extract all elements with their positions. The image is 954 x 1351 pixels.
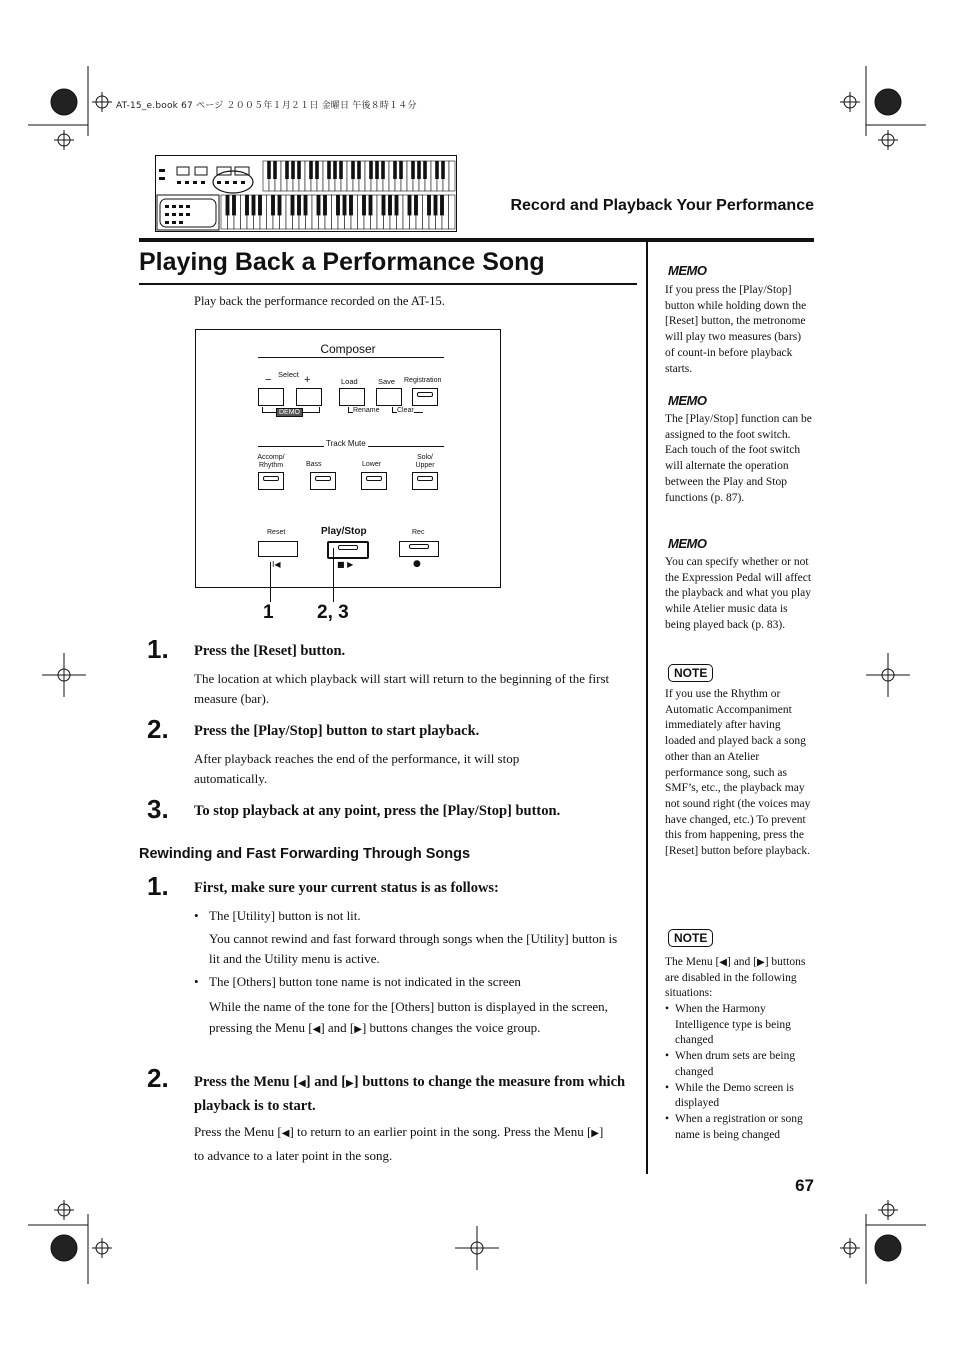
white-key (449, 195, 456, 229)
menu-left-icon: ◀ (281, 1128, 290, 1139)
select-minus-label: − (265, 374, 272, 386)
black-key (315, 161, 319, 179)
step-1-number: 1. (147, 634, 169, 664)
black-key (245, 195, 249, 215)
black-key (309, 161, 313, 179)
white-key (449, 161, 455, 191)
black-key (232, 195, 236, 215)
black-key (357, 161, 361, 179)
header-rule (139, 238, 814, 242)
rename-label: Rename (353, 407, 380, 414)
black-key (323, 195, 327, 215)
play-stop-label: Play/Stop (321, 526, 367, 537)
callout-2-3: 2, 3 (317, 602, 349, 623)
memo-3-text: You can specify whether or not the Expression Pedal will affect the playback and what you play while Atelier music data is being played back (p. 83). (665, 556, 812, 631)
rewind-step-1-number: 1. (147, 871, 169, 901)
memo-1-text: If you press the [Play/Stop] button while holding down the [Reset] button, the metronome will play two measures (bars) of count-in before playback starts. (665, 284, 807, 375)
registration-label: Registration (404, 377, 442, 384)
intro-text: Play back the performance recorded on the AT-15. (194, 294, 445, 308)
reset-symbol-icon: I◀ (272, 560, 281, 569)
black-key (411, 161, 415, 179)
step-1-body: The location at which playback will start will return to the beginning of the first measure (bar). (194, 671, 610, 706)
lower-mute-button[interactable] (361, 472, 387, 490)
registration-led-icon (417, 392, 433, 397)
reset-button[interactable] (258, 541, 298, 557)
rewind-step-2-number: 2. (147, 1063, 169, 1093)
black-key (291, 195, 295, 215)
select-plus-button[interactable] (296, 388, 322, 406)
panel-title: Composer (320, 342, 376, 356)
note-2-list (665, 1002, 813, 1143)
panel-title-rule (258, 357, 444, 358)
save-label: Save (378, 377, 396, 386)
bass-label: Bass (306, 461, 322, 468)
black-key (273, 161, 277, 179)
rec-button[interactable] (399, 541, 439, 557)
bullet-utility-body: You cannot rewind and fast forward through songs when the [Utility] button is lit and the Utility menu is active. (209, 931, 618, 966)
rec-symbol-icon: ● (413, 559, 421, 569)
black-key (393, 161, 397, 179)
page-title: Playing Back a Performance Song (139, 248, 545, 276)
menu-left-icon: ◀ (312, 1024, 321, 1035)
note-icon: NOTE (668, 664, 713, 682)
memo-icon: MEMO (668, 536, 707, 551)
bullet-utility: The [Utility] button is not lit. (209, 908, 361, 923)
black-key (408, 195, 412, 215)
reset-label: Reset (267, 529, 286, 536)
black-key (278, 195, 282, 215)
rewind-step-2-heading: Press the Menu [◀] and [▶] buttons to change the measure from which playback is to start. (194, 1074, 626, 1114)
column-divider (646, 242, 648, 1174)
solo-mute-button[interactable] (412, 472, 438, 490)
title-rule (139, 283, 637, 285)
note-icon: NOTE (668, 929, 713, 947)
rewind-section-heading: Rewinding and Fast Forwarding Through Songs (139, 846, 471, 862)
rewind-step-1-heading: First, make sure your current status is as follows: (194, 880, 499, 896)
note-1-text: If you use the Rhythm or Automatic Accompaniment immediately after having loaded and played back a song other than an Atelier performance song, such as SMF’s, etc., the playback may not sound right (the voices may have changed, etc.) To prevent this from happening, press the [Reset] button before playback. (665, 688, 811, 858)
step-3-number: 3. (147, 794, 169, 824)
solo-label: Solo/ Upper (415, 454, 435, 469)
bullet-others-body: While the name of the tone for the [Others] button is displayed in the screen, pressing the Menu [◀] and [▶] buttons changes the voice group. (209, 999, 608, 1035)
black-key (258, 195, 262, 215)
black-key (381, 161, 385, 179)
black-key (226, 195, 230, 215)
save-button[interactable] (376, 388, 402, 406)
black-key (395, 195, 399, 215)
callout-line-1 (270, 562, 271, 602)
black-key (343, 195, 347, 215)
black-key (417, 161, 421, 179)
registration-button[interactable] (412, 388, 438, 406)
black-key (317, 195, 321, 215)
rec-label: Rec (412, 529, 425, 536)
load-button[interactable] (339, 388, 365, 406)
note-2-text: The Menu [◀] and [▶] buttons are disabled in the following situations: (665, 956, 806, 1000)
rewind-step-2-body: Press the Menu [◀] to return to an earlier point in the song. Press the Menu [▶] to advance to a later point in the song. (194, 1124, 604, 1163)
black-key (267, 161, 271, 179)
select-minus-button[interactable] (258, 388, 284, 406)
black-key (375, 161, 379, 179)
accomp-label: Accomp/ Rhythm (257, 454, 285, 469)
list-item: • When drum sets are being changed (665, 1050, 796, 1078)
bullet-marker-1: • (194, 908, 199, 923)
demo-label: DEMO (276, 408, 303, 417)
clear-label: Clear (397, 407, 414, 414)
black-key (271, 195, 275, 215)
black-key (362, 195, 366, 215)
menu-right-icon: ▶ (591, 1128, 599, 1139)
step-2-body: After playback reaches the end of the performance, it will stop automatically. (194, 751, 520, 786)
list-item: • When a registration or song name is being changed (665, 1112, 803, 1141)
bass-mute-button[interactable] (310, 472, 336, 490)
black-key (382, 195, 386, 215)
black-key (388, 195, 392, 215)
step-1-heading: Press the [Reset] button. (194, 643, 346, 659)
callout-line-2 (333, 548, 334, 602)
black-key (252, 195, 256, 215)
black-key (291, 161, 295, 179)
select-plus-label: + (304, 374, 311, 386)
page-number: 67 (795, 1176, 814, 1195)
black-key (427, 195, 431, 215)
black-key (349, 195, 353, 215)
black-key (369, 195, 373, 215)
memo-2-text: The [Play/Stop] function can be assigned to the foot switch. Each touch of the foot switch will alternate the operation between the Play and Stop functions (p. 87). (665, 413, 812, 504)
callout-1: 1 (263, 602, 274, 623)
load-label: Load (341, 377, 358, 386)
lower-label: Lower (362, 461, 382, 468)
list-item: • When the Harmony Intelligence type is being changed (665, 1003, 791, 1047)
step-3-heading: To stop playback at any point, press the [Play/Stop] button. (194, 803, 561, 819)
black-key (351, 161, 355, 179)
menu-right-icon: ▶ (757, 957, 765, 968)
bullet-others: The [Others] button tone name is not indicated in the screen (209, 974, 521, 989)
black-key (336, 195, 340, 215)
file-meta-line: AT-15_e.book 67 ページ ２００５年１月２１日 金曜日 午後８時１４分 (116, 101, 417, 111)
memo-icon: MEMO (668, 263, 707, 278)
black-key (339, 161, 343, 179)
bullet-marker-2: • (194, 974, 199, 989)
menu-right-icon: ▶ (354, 1024, 362, 1035)
accomp-mute-button[interactable] (258, 472, 284, 490)
black-key (327, 161, 331, 179)
black-key (399, 161, 403, 179)
composer-panel-diagram (195, 329, 501, 588)
menu-left-icon: ◀ (298, 1078, 306, 1089)
black-key (441, 161, 445, 179)
track-mute-label: Track Mute (326, 439, 366, 448)
black-key (297, 195, 301, 215)
black-key (297, 161, 301, 179)
memo-icon: MEMO (668, 393, 707, 408)
step-2-heading: Press the [Play/Stop] button to start playback. (194, 723, 480, 739)
black-key (423, 161, 427, 179)
black-key (285, 161, 289, 179)
list-item: • While the Demo screen is displayed (665, 1081, 794, 1110)
black-key (434, 195, 438, 215)
menu-right-icon: ▶ (346, 1078, 354, 1089)
black-key (440, 195, 444, 215)
select-label: Select (278, 370, 299, 379)
black-key (304, 195, 308, 215)
black-key (414, 195, 418, 215)
section-header: Record and Playback Your Performance (510, 197, 814, 214)
black-key (333, 161, 337, 179)
black-key (369, 161, 373, 179)
black-key (435, 161, 439, 179)
play-stop-symbol-icon: ■ ▶ (337, 560, 354, 569)
step-2-number: 2. (147, 714, 169, 744)
organ-thumbnail-image (155, 155, 457, 232)
menu-left-icon: ◀ (719, 957, 727, 968)
